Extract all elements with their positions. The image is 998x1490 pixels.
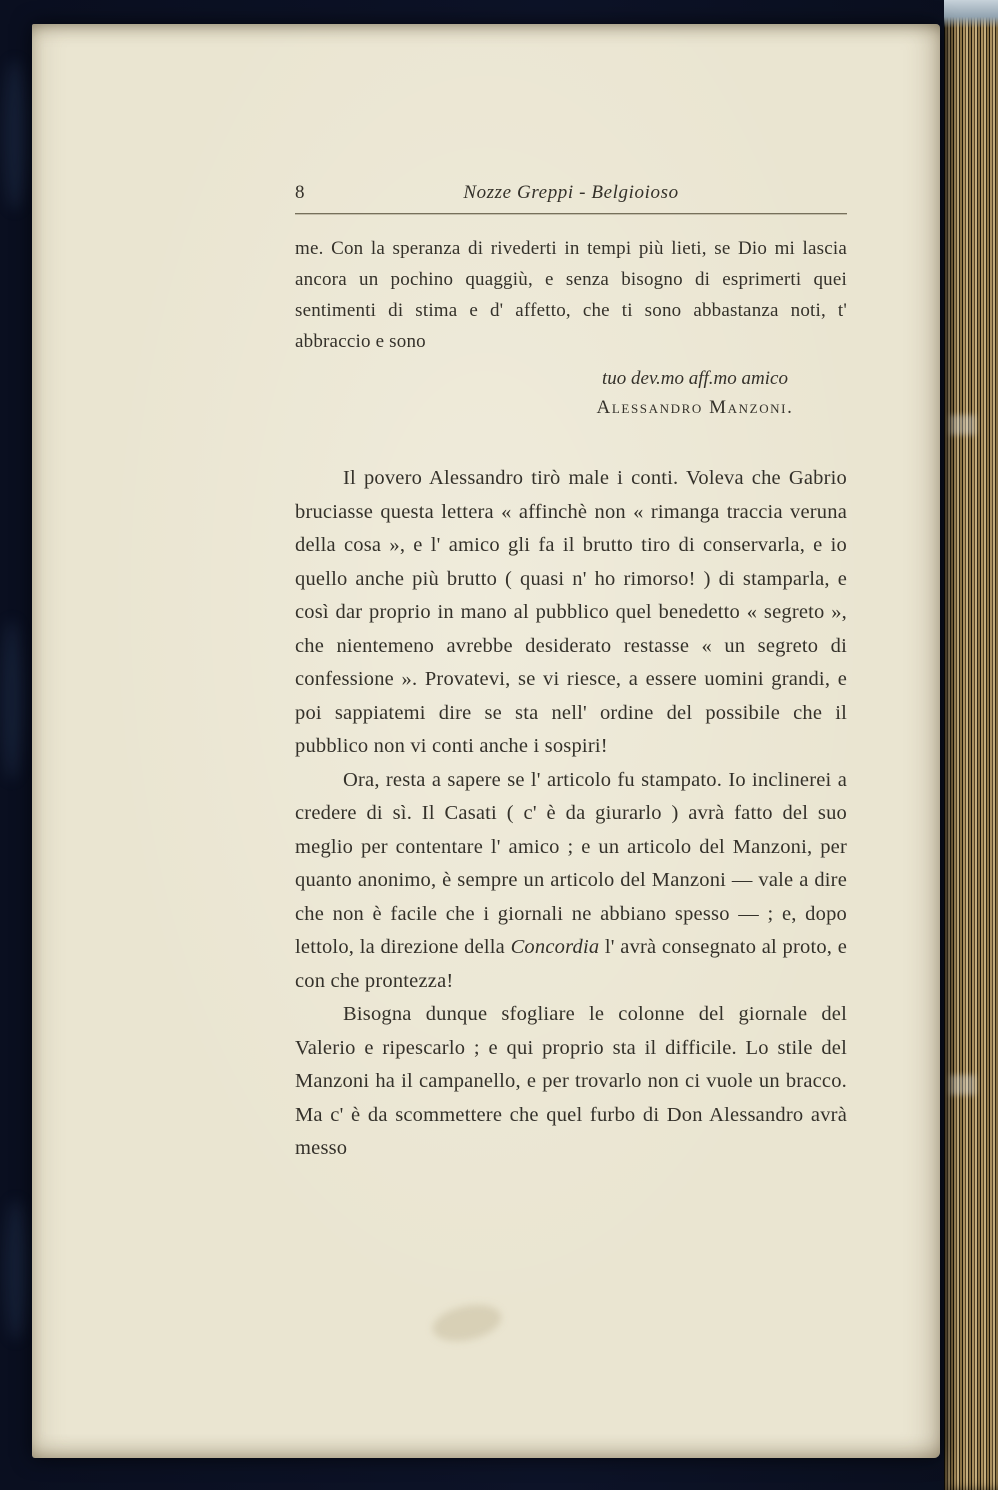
scan-smudge xyxy=(5,1200,27,1340)
body-paragraphs xyxy=(295,462,847,1166)
header-rule xyxy=(295,213,847,214)
page-header xyxy=(295,180,847,208)
scan-smudge xyxy=(4,60,26,210)
body-paragraph xyxy=(295,764,847,999)
paragraph-text: Ora, resta a sapere se l' articolo fu stampato. Io inclinerei a credere di sì. Il Casati ( c' è da giurarlo ) avrà fatto del suo meglio per contentare l' amico ; e un articolo del Manzoni, per quanto anonimo, è sempre un articolo del Manzoni — vale a dire che non è facile che i giornali ne abbiano spesso — ; e, dopo lettolo, la direzione della xyxy=(295,768,847,958)
paragraph-text: Bisogna dunque sfogliare le colonne del giornale del Valerio e ripescarlo ; e qui proprio sta il difficile. Lo stile del Manzoni ha il campanello, e per trovarlo non ci vuole un bracco. Ma c' è da scommettere che quel furbo di Don Alessandro avrà messo xyxy=(295,1003,847,1159)
page-edge-highlight xyxy=(944,0,998,28)
page-edge-mark xyxy=(950,415,976,435)
page-number: 8 xyxy=(295,182,305,203)
page-edge-mark xyxy=(950,1075,976,1095)
letter-signature-block xyxy=(555,364,835,422)
body-paragraph xyxy=(295,462,847,764)
letter-valediction: tuo dev.mo aff.mo amico xyxy=(602,368,788,389)
running-header: Nozze Greppi - Belgioioso xyxy=(463,182,679,203)
letter-continuation: me. Con la speranza di rivederti in tempi più lieti, se Dio mi lascia ancora un pochino quaggiù, e senza bisogno di esprimerti quei sentimenti di stima e d' affetto, che ti sono abbastanza noti, t' abbraccio e sono xyxy=(295,238,847,352)
page-content xyxy=(295,180,847,1166)
body-paragraph xyxy=(295,998,847,1166)
book-fore-edge xyxy=(944,0,998,1490)
book-page xyxy=(32,24,940,1458)
letter-signature: Alessandro Manzoni. xyxy=(596,397,794,418)
paper-stain xyxy=(429,1299,505,1347)
italic-text: Concordia xyxy=(510,936,600,958)
scan-smudge xyxy=(2,620,22,780)
paragraph-text: l' avrà consegnato al proto, e con che prontezza! xyxy=(295,936,848,992)
paragraph-text: Il povero Alessandro tirò male i conti. Voleva che Gabrio bruciasse questa lettera « affinchè non « rimanga traccia veruna della cosa », e l' amico gli fa il brutto tiro di conservarla, e io quello anche più brutto ( quasi n' ho rimorso! ) di stamparla, e così dar proprio in mano al pubblico quel benedetto « segreto », che nientemeno avrebbe desiderato restasse « un segreto di confessione ». Provatevi, se vi riesce, a essere uomini grandi, e poi sappiatemi dire se sta nell' ordine del possibile che il pubblico non vi conti anche i sospiri! xyxy=(295,467,847,757)
